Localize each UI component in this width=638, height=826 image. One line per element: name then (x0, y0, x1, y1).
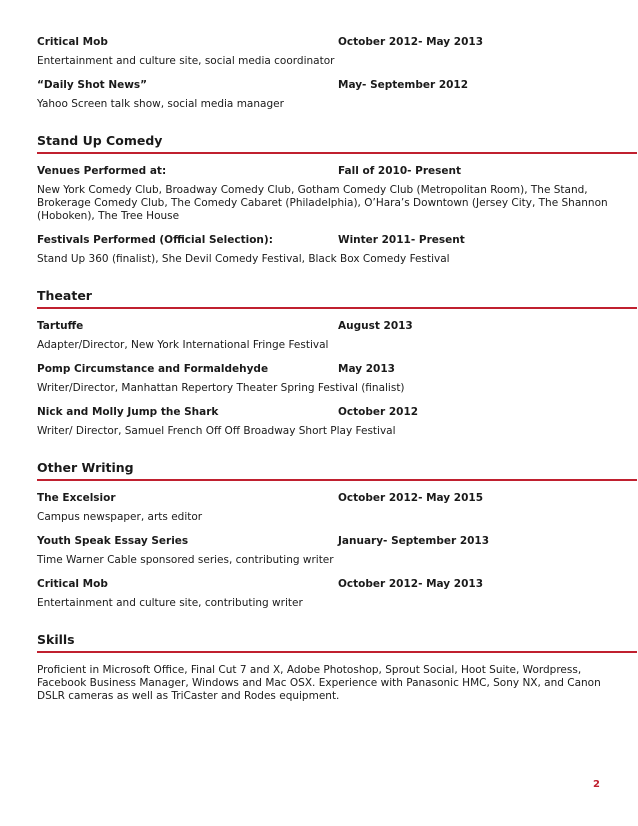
entry-date: October 2012 (338, 406, 419, 418)
entry (37, 320, 611, 352)
entry-date: October 2012- May 2015 (338, 492, 484, 504)
entry (37, 664, 611, 703)
entry-title: Critical Mob (37, 578, 108, 590)
entry-date: May 2013 (338, 363, 395, 375)
entry (37, 492, 611, 524)
entry (37, 165, 611, 223)
entry-date: May- September 2012 (338, 79, 469, 91)
entry (37, 406, 611, 438)
entry-date: Fall of 2010- Present (338, 165, 462, 177)
entry-description: New York Comedy Club, Broadway Comedy Club, Gotham Comedy Club (Metropolitan Room), The Stand, Brokerage Comedy Club, The Comedy Cabaret (Philadelphia), O’Hara’s Downtown (Jersey City, The Shannon (Hoboken), The Tree House (37, 184, 608, 222)
entry (37, 234, 611, 266)
entry-title: Critical Mob (37, 36, 108, 48)
skills-description: Proficient in Microsoft Office, Final Cut 7 and X, Adobe Photoshop, Sprout Social, Hoot Suite, Wordpress, Facebook Business Manager, Windows and Mac OSX. Experience with Panasonic HMC, Sony NX, and Canon DSLR cameras as well as TriCaster and Rodes equipment. (37, 664, 601, 702)
entry-description: Time Warner Cable sponsored series, contributing writer (37, 554, 334, 566)
entry-title: “Daily Shot News” (37, 79, 148, 91)
entry-title: The Excelsior (37, 492, 116, 504)
entry (37, 363, 611, 395)
section-heading-stand-up-comedy: Stand Up Comedy (37, 122, 637, 154)
entry-date: January- September 2013 (338, 535, 490, 547)
entry-description: Yahoo Screen talk show, social media manager (37, 98, 284, 110)
entry-date: Winter 2011- Present (338, 234, 465, 246)
entry-title: Pomp Circumstance and Formaldehyde (37, 363, 269, 375)
entry (37, 578, 611, 610)
entry-title: Festivals Performed (Official Selection): (37, 234, 273, 246)
entry-date: October 2012- May 2013 (338, 578, 484, 590)
entry-title: Youth Speak Essay Series (37, 535, 189, 547)
page-number: 2 (593, 779, 600, 790)
section-heading-other-writing: Other Writing (37, 449, 637, 481)
entry-title: Nick and Molly Jump the Shark (37, 406, 219, 418)
entry-description: Campus newspaper, arts editor (37, 511, 203, 523)
resume-page (37, 36, 611, 714)
entry-description: Writer/ Director, Samuel French Off Off Broadway Short Play Festival (37, 425, 396, 437)
entry-title: Venues Performed at: (37, 165, 167, 177)
entry (37, 535, 611, 567)
entry-description: Stand Up 360 (finalist), She Devil Comedy Festival, Black Box Comedy Festival (37, 253, 450, 265)
entry (37, 36, 611, 68)
entry-title: Tartuffe (37, 320, 84, 332)
entry-description: Entertainment and culture site, social media coordinator (37, 55, 335, 67)
entry-description: Writer/Director, Manhattan Repertory Theater Spring Festival (finalist) (37, 382, 405, 394)
entry (37, 79, 611, 111)
entry-description: Entertainment and culture site, contributing writer (37, 597, 303, 609)
entry-date: October 2012- May 2013 (338, 36, 484, 48)
section-heading-skills: Skills (37, 621, 637, 653)
section-heading-theater: Theater (37, 277, 637, 309)
entry-date: August 2013 (338, 320, 413, 332)
entry-description: Adapter/Director, New York International Fringe Festival (37, 339, 329, 351)
